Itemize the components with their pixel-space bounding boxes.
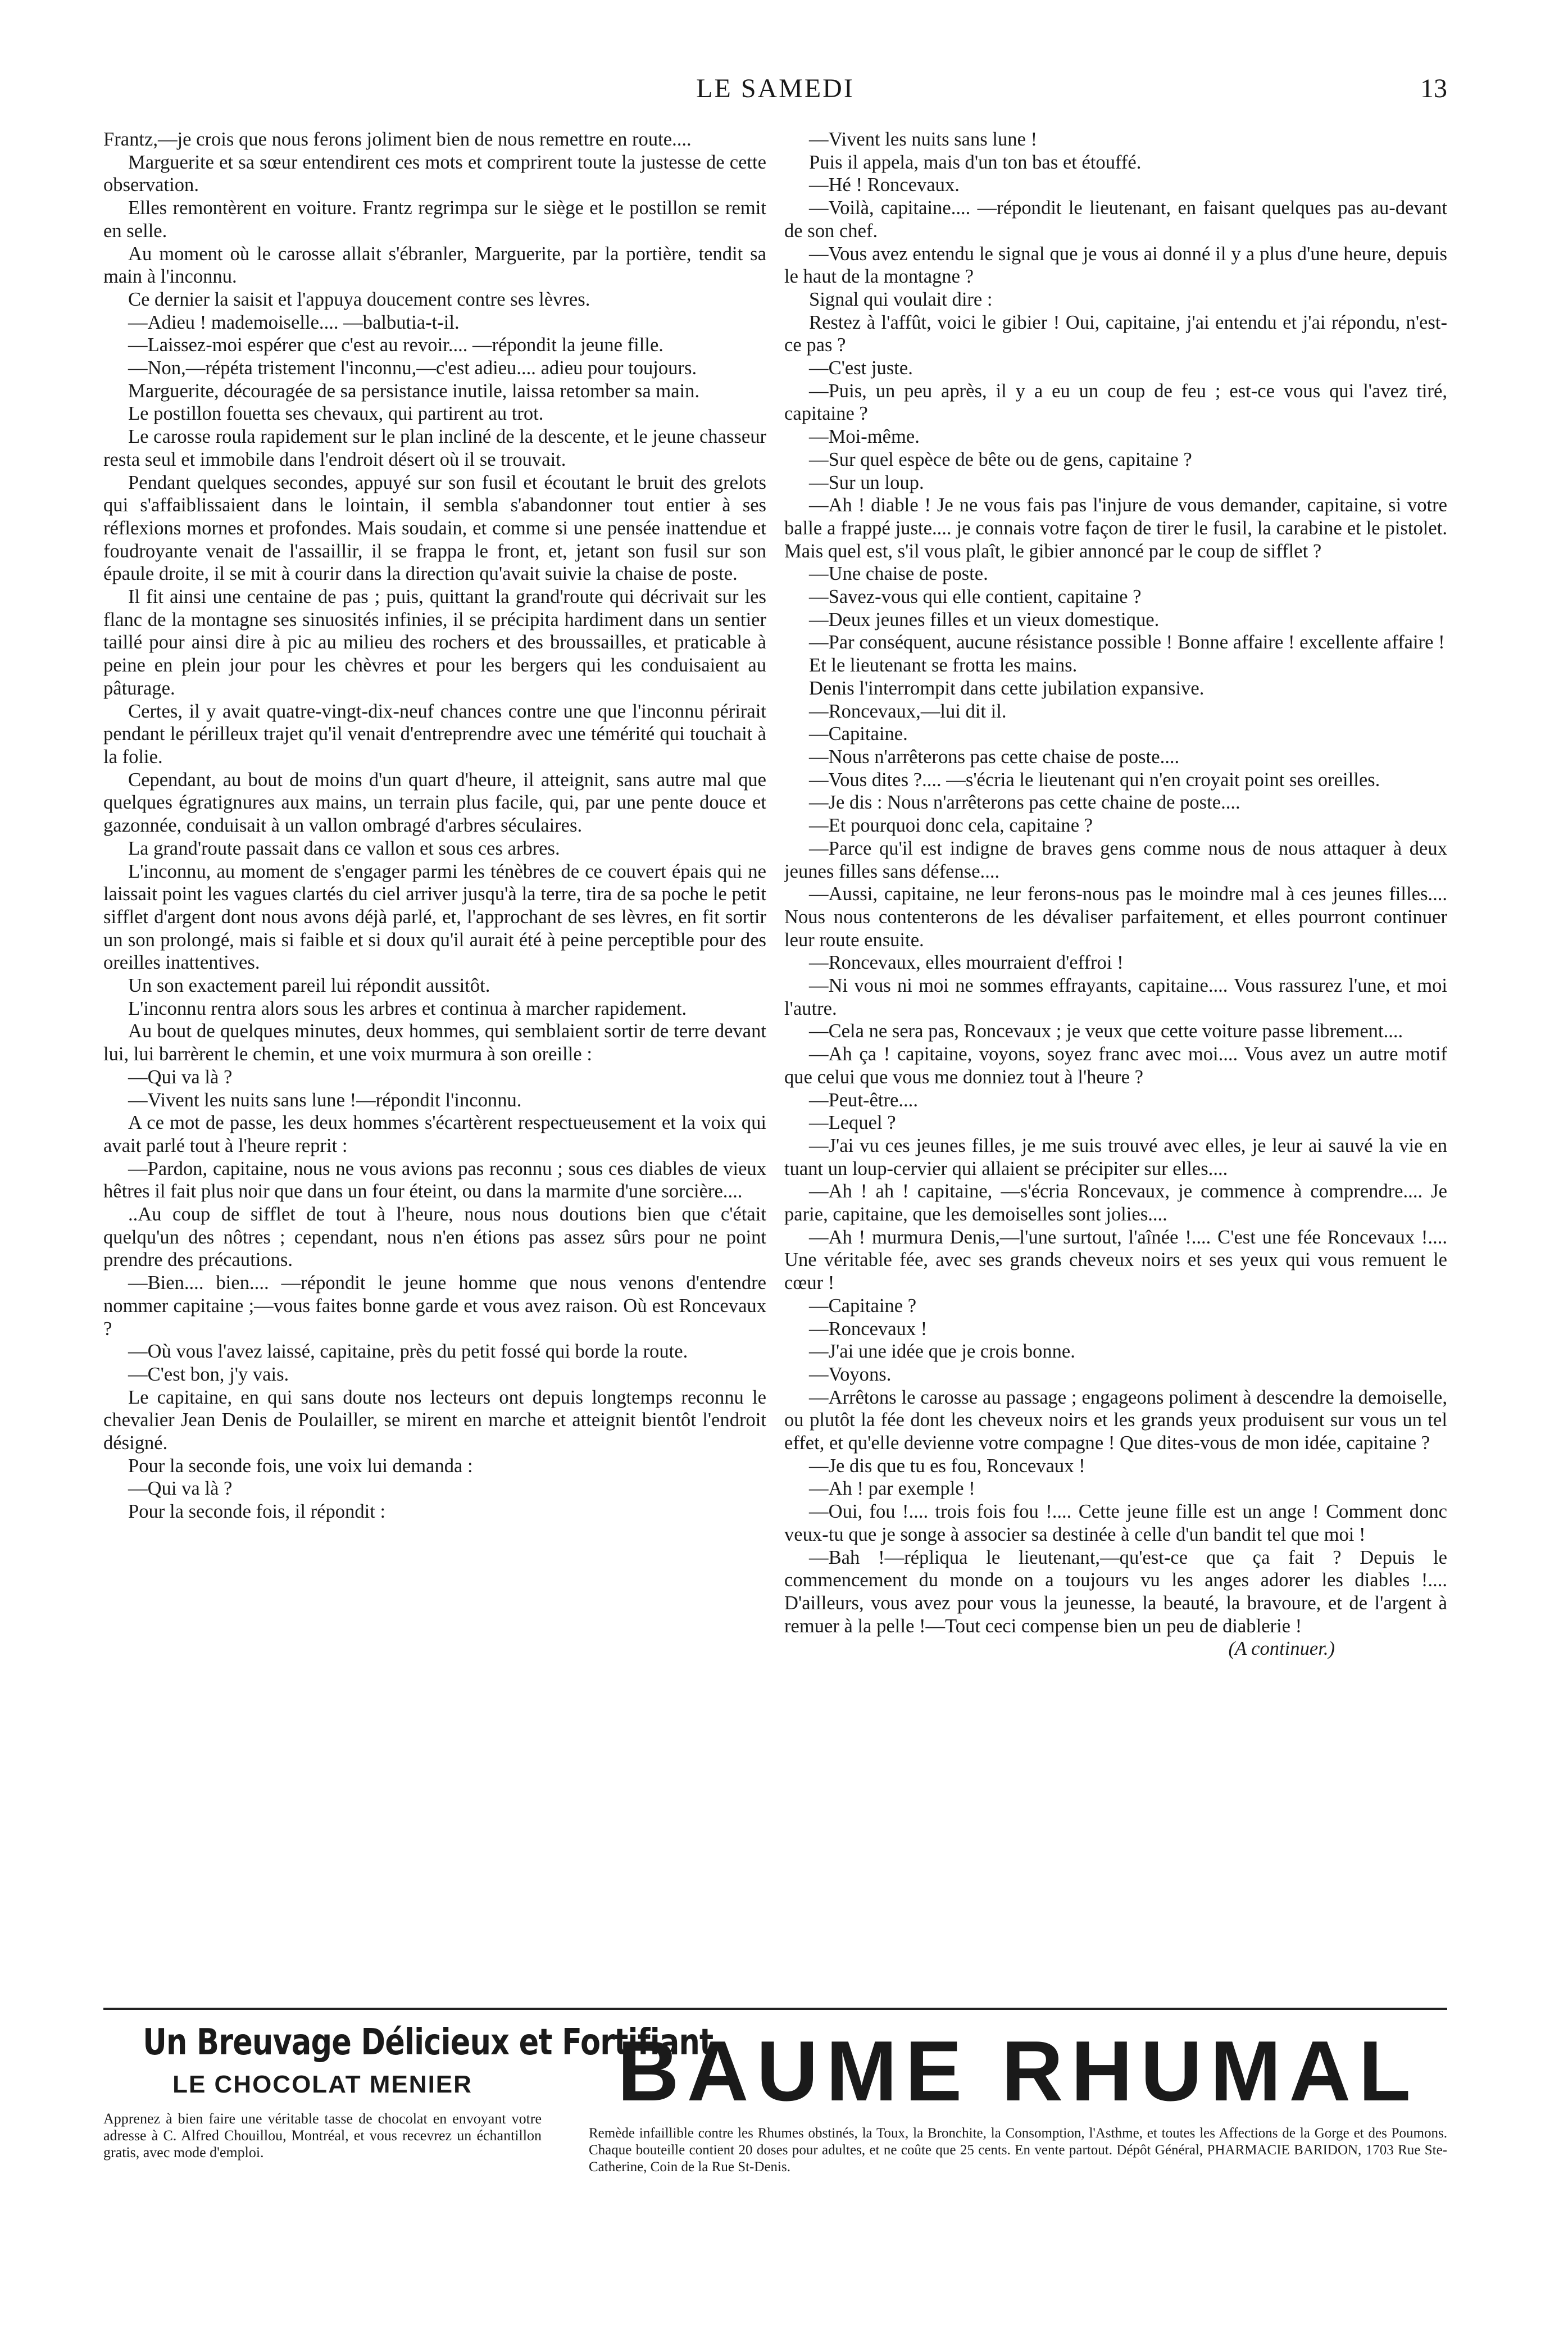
ad-chocolat-menier — [103, 2022, 713, 2191]
paragraph: —Moi-même. — [809, 426, 920, 448]
paragraph: Au moment où le carosse allait s'ébranler, Marguerite, par la portière, tendit sa main à l'inconnu. — [103, 243, 766, 288]
paragraph: ..Au coup de sifflet de tout à l'heure, nous nous doutions bien que c'était quelqu'un des nôtres ; cependant, nous n'en étions pas assez sûrs pour ne point prendre des précautions. — [103, 1204, 766, 1271]
paragraph: —Non,—répéta tristement l'inconnu,—c'est adieu.... adieu pour toujours. — [128, 357, 697, 379]
paragraph: —Une chaise de poste. — [809, 563, 988, 585]
paragraph: Marguerite et sa sœur entendirent ces mots et comprirent toute la justesse de cette observation. — [103, 151, 766, 196]
page-header — [103, 69, 1447, 114]
paragraph: —Voilà, capitaine.... —répondit le lieutenant, en faisant quelques pas au-devant de son chef. — [784, 197, 1447, 242]
paragraph: —Sur quel espèce de bête ou de gens, capitaine ? — [809, 448, 1192, 470]
paragraph: —Aussi, capitaine, ne leur ferons-nous pas le moindre mal à ces jeunes filles.... Nous nous contenterons de les dévaliser parfaitement, et elles pourront continuer leur route ensuite. — [784, 883, 1447, 951]
paragraph: Il fit ainsi une centaine de pas ; puis, quittant la grand'route qui décrivait sur les flanc de la montagne ses sinuosités infinies, il se précipita hardiment dans un sentier taillé pour ainsi dire à pic au milieu des rochers et des broussailles, et praticable à peine en plein jour pour les chèvres et pour les bergers qui les conduisaient au pâturage. — [103, 586, 766, 699]
paragraph: —Parce qu'il est indigne de braves gens comme nous de nous attaquer à deux jeunes filles sans défense.... — [784, 837, 1447, 882]
paragraph: —Ni vous ni moi ne sommes effrayants, capitaine.... Vous rassurez l'une, et moi l'autre. — [784, 975, 1447, 1019]
paragraph: A ce mot de passe, les deux hommes s'écartèrent respectueusement et la voix qui avait parlé tout à l'heure reprit : — [103, 1112, 766, 1156]
paragraph: —Roncevaux ! — [809, 1318, 928, 1340]
paragraph: —Bien.... bien.... —répondit le jeune homme que nous venons d'entendre nommer capitaine ;—vous faites bonne garde et vous avez raison. Où est Roncevaux ? — [103, 1272, 766, 1340]
paragraph: Signal qui voulait dire : — [809, 288, 993, 310]
paragraph: (A continuer.) — [1228, 1638, 1335, 1660]
paragraph: —Ah ! ah ! capitaine, —s'écria Roncevaux, je commence à comprendre.... Je parie, capitaine, que les demoiselles sont jolies.... — [784, 1181, 1447, 1226]
paragraph: —C'est bon, j'y vais. — [128, 1363, 289, 1385]
page-number: 13 — [1420, 74, 1447, 103]
paragraph: —Laissez-moi espérer que c'est au revoir.... —répondit la jeune fille. — [128, 334, 663, 356]
ad-separator-rule — [103, 2008, 1447, 2010]
paragraph: —Ah ça ! capitaine, voyons, soyez franc avec moi.... Vous avez un autre motif que celui que vous me donniez tout à l'heure ? — [784, 1043, 1447, 1088]
paragraph: —Bah !—répliqua le lieutenant,—qu'est-ce que ça fait ? Depuis le commencement du monde on a toujours vu les anges adorer les diables !.... D'ailleurs, vous avez pour vous la jeunesse, la beauté, la bravoure, et de l'argent à remuer à la pelle !—Tout ceci compense bien un peu de diablerie ! — [784, 1546, 1447, 1637]
paragraph: Le postillon fouetta ses chevaux, qui partirent au trot. — [128, 403, 544, 425]
paragraph: Pour la seconde fois, il répondit : — [128, 1501, 386, 1523]
paragraph: Pour la seconde fois, une voix lui demanda : — [128, 1455, 473, 1477]
paragraph: —Ah ! diable ! Je ne vous fais pas l'injure de vous demander, capitaine, si votre balle a frappé juste.... je connais votre façon de tirer le fusil, la carabine et le pistolet. Mais quel est, s'il vous plaît, le gibier annoncé par le coup de sifflet ? — [784, 494, 1447, 562]
paragraph: —Hé ! Roncevaux. — [809, 174, 960, 196]
paragraph: Le capitaine, en qui sans doute nos lecteurs ont depuis longtemps reconnu le chevalier Jean Denis de Poulailler, se mirent en marche et atteignit bientôt l'endroit désigné. — [103, 1386, 766, 1454]
paragraph: —Je dis que tu es fou, Roncevaux ! — [809, 1455, 1085, 1477]
right-column — [784, 128, 1447, 2005]
paragraph: Et le lieutenant se frotta les mains. — [809, 655, 1078, 677]
paragraph: Marguerite, découragée de sa persistance inutile, laissa retomber sa main. — [128, 380, 700, 402]
paragraph: Certes, il y avait quatre-vingt-dix-neuf chances contre une que l'inconnu périrait pendant le périlleux trajet qu'il venait d'entreprendre avec une témérité qui touchait à la folie. — [103, 700, 766, 768]
paragraph: —Voyons. — [809, 1363, 892, 1385]
paragraph: Elles remontèrent en voiture. Frantz regrimpa sur le siège et le postillon se remit en selle. — [103, 197, 766, 242]
paragraph: —Capitaine ? — [809, 1295, 917, 1317]
paragraph: —Par conséquent, aucune résistance possible ! Bonne affaire ! excellente affaire ! — [809, 632, 1445, 653]
paragraph: —Roncevaux, elles mourraient d'effroi ! — [809, 952, 1124, 974]
paragraph: —Cela ne sera pas, Roncevaux ; je veux que cette voiture passe librement.... — [809, 1020, 1403, 1042]
paragraph: Puis il appela, mais d'un ton bas et étouffé. — [809, 151, 1142, 173]
paragraph: —Puis, un peu après, il y a eu un coup de feu ; est-ce vous qui l'avez tiré, capitaine ? — [784, 380, 1447, 425]
ad-rhumal-headline: BAUME RHUMAL — [617, 2023, 1419, 2119]
paragraph: Restez à l'affût, voici le gibier ! Oui, capitaine, j'ai entendu et j'ai répondu, n'est-ce pas ? — [784, 311, 1447, 356]
paragraph: —Pardon, capitaine, nous ne vous avions pas reconnu ; sous ces diables de vieux hêtres il fait plus noir que dans un four éteint, ou dans la marmite d'une sorcière.... — [103, 1158, 766, 1202]
paragraph: Denis l'interrompit dans cette jubilation expansive. — [809, 677, 1205, 699]
ad-rhumal-body: Remède infaillible contre les Rhumes obstinés, la Toux, la Bronchite, la Consomption, l'Asthme, et toutes les Affections de la Gorge et des Poumons. Chaque bouteille contient 20 doses pour adultes, et ne coûte que 25 cents. En vente partout. Dépôt Général, PHARMACIE BARIDON, 1703 Rue Ste-Catherine, Coin de la Rue St-Denis. — [589, 2126, 1447, 2175]
paragraph: —Vivent les nuits sans lune ! — [809, 129, 1038, 150]
paragraph: —Nous n'arrêterons pas cette chaise de poste.... — [809, 746, 1180, 768]
paragraph: Le carosse roula rapidement sur le plan incliné de la descente, et le jeune chasseur resta seul et immobile dans l'endroit désert où il se trouvait. — [103, 426, 766, 470]
paragraph: L'inconnu rentra alors sous les arbres et continua à marcher rapidement. — [128, 997, 687, 1019]
paragraph: —Vivent les nuits sans lune !—répondit l'inconnu. — [128, 1089, 522, 1111]
paragraph: —Savez-vous qui elle contient, capitaine ? — [809, 586, 1142, 608]
paragraph: —Qui va là ? — [128, 1066, 233, 1088]
paragraph: —Arrêtons le carosse au passage ; engageons poliment à descendre la demoiselle, ou plutôt la fée dont les cheveux noirs et les grands yeux produisent sur vous un tel effet, et qu'elle devienne votre compagne ! Que dites-vous de mon idée, capitaine ? — [784, 1386, 1447, 1454]
paragraph: —Sur un loup. — [809, 471, 924, 493]
paragraph: —J'ai vu ces jeunes filles, je me suis trouvé avec elles, je leur ai sauvé la vie en tuant un loup-cervier qui allaient se précipiter sur elles.... — [784, 1134, 1447, 1179]
ad-baume-rhumal — [589, 2023, 1447, 2191]
paragraph: —Peut-être.... — [809, 1089, 918, 1111]
paragraph: —Qui va là ? — [128, 1478, 233, 1500]
paragraph: La grand'route passait dans ce vallon et sous ces arbres. — [128, 837, 560, 859]
paragraph: L'inconnu, au moment de s'engager parmi les ténèbres de ce couvert épais qui ne laissait point les vagues clartés du ciel arriver jusqu'à la terre, tira de sa poche le petit sifflet d'argent dont nous avons déjà parlé, et, l'approchant de ses lèvres, en fit sortir un son prolongé, mais si faible et si doux qu'il aurait été à peine perceptible pour des oreilles inattentives. — [103, 860, 766, 974]
left-column — [103, 128, 766, 2005]
paragraph: —Où vous l'avez laissé, capitaine, près du petit fossé qui borde la route. — [128, 1341, 688, 1363]
paragraph: Pendant quelques secondes, appuyé sur son fusil et écoutant le bruit des grelots qui s'affaiblissaient dans le lointain, il sembla s'abandonner tout entier à ses réflexions mornes et profondes. Mais soudain, et comme si une pensée inattendue et foudroyante venait de l'assaillir, il se frappa le front, et, jetant son fusil sur son épaule droite, il se mit à courir dans la direction qu'avait suivie la chaise de poste. — [103, 471, 766, 585]
paragraph: Cependant, au bout de moins d'un quart d'heure, il atteignit, sans autre mal que quelques égratignures aux mains, un terrain plus facile, qui, par une pente douce et gazonnée, conduisait à un vallon ombragé d'arbres séculaires. — [103, 769, 766, 837]
paragraph: —Lequel ? — [809, 1112, 896, 1134]
paragraph: —Ah ! murmura Denis,—l'une surtout, l'aînée !.... C'est une fée Roncevaux !.... Une véritable fée, avec ses grands cheveux noirs et ses yeux qui vous remuent le cœur ! — [784, 1226, 1447, 1294]
paragraph: —J'ai une idée que je crois bonne. — [809, 1341, 1075, 1363]
ad-menier-headline: Un Breuvage Délicieux et Fortifiant — [143, 2022, 713, 2063]
paragraph: Ce dernier la saisit et l'appuya doucement contre ses lèvres. — [128, 288, 590, 310]
paragraph: —Oui, fou !.... trois fois fou !.... Cette jeune fille est un ange ! Comment donc veux-tu que je songe à associer sa destinée à celle d'un bandit tel que moi ! — [784, 1501, 1447, 1545]
ad-menier-subhead: LE CHOCOLAT MENIER — [172, 2071, 472, 2098]
paragraph: —Je dis : Nous n'arrêterons pas cette chaine de poste.... — [809, 792, 1240, 814]
paragraph: Au bout de quelques minutes, deux hommes, qui semblaient sortir de terre devant lui, lui barrèrent le chemin, et une voix murmura à son oreille : — [103, 1020, 766, 1065]
paragraph: —Capitaine. — [809, 723, 908, 745]
ad-menier-body: Apprenez à bien faire une véritable tasse de chocolat en envoyant votre adresse à C. Alfred Chouillou, Montréal, et vous recevrez un échantillon gratis, avec mode d'emploi. — [103, 2111, 542, 2161]
paragraph: —C'est juste. — [809, 357, 913, 379]
paragraph: —Ah ! par exemple ! — [809, 1478, 975, 1500]
paragraph: —Et pourquoi donc cela, capitaine ? — [809, 815, 1093, 837]
paragraph: —Adieu ! mademoiselle.... —balbutia-t-il. — [128, 311, 460, 333]
paragraph: —Roncevaux,—lui dit il. — [809, 700, 1007, 722]
paragraph: —Vous avez entendu le signal que je vous ai donné il y a plus d'une heure, depuis le haut de la montagne ? — [784, 243, 1447, 288]
paragraph: Frantz,—je crois que nous ferons joliment bien de nous remettre en route.... — [103, 129, 692, 150]
newspaper-title: LE SAMEDI — [696, 74, 855, 103]
paragraph: —Vous dites ?.... —s'écria le lieutenant qui n'en croyait point ses oreilles. — [809, 769, 1380, 791]
paragraph: Un son exactement pareil lui répondit aussitôt. — [128, 975, 490, 997]
paragraph: —Deux jeunes filles et un vieux domestique. — [809, 609, 1160, 630]
